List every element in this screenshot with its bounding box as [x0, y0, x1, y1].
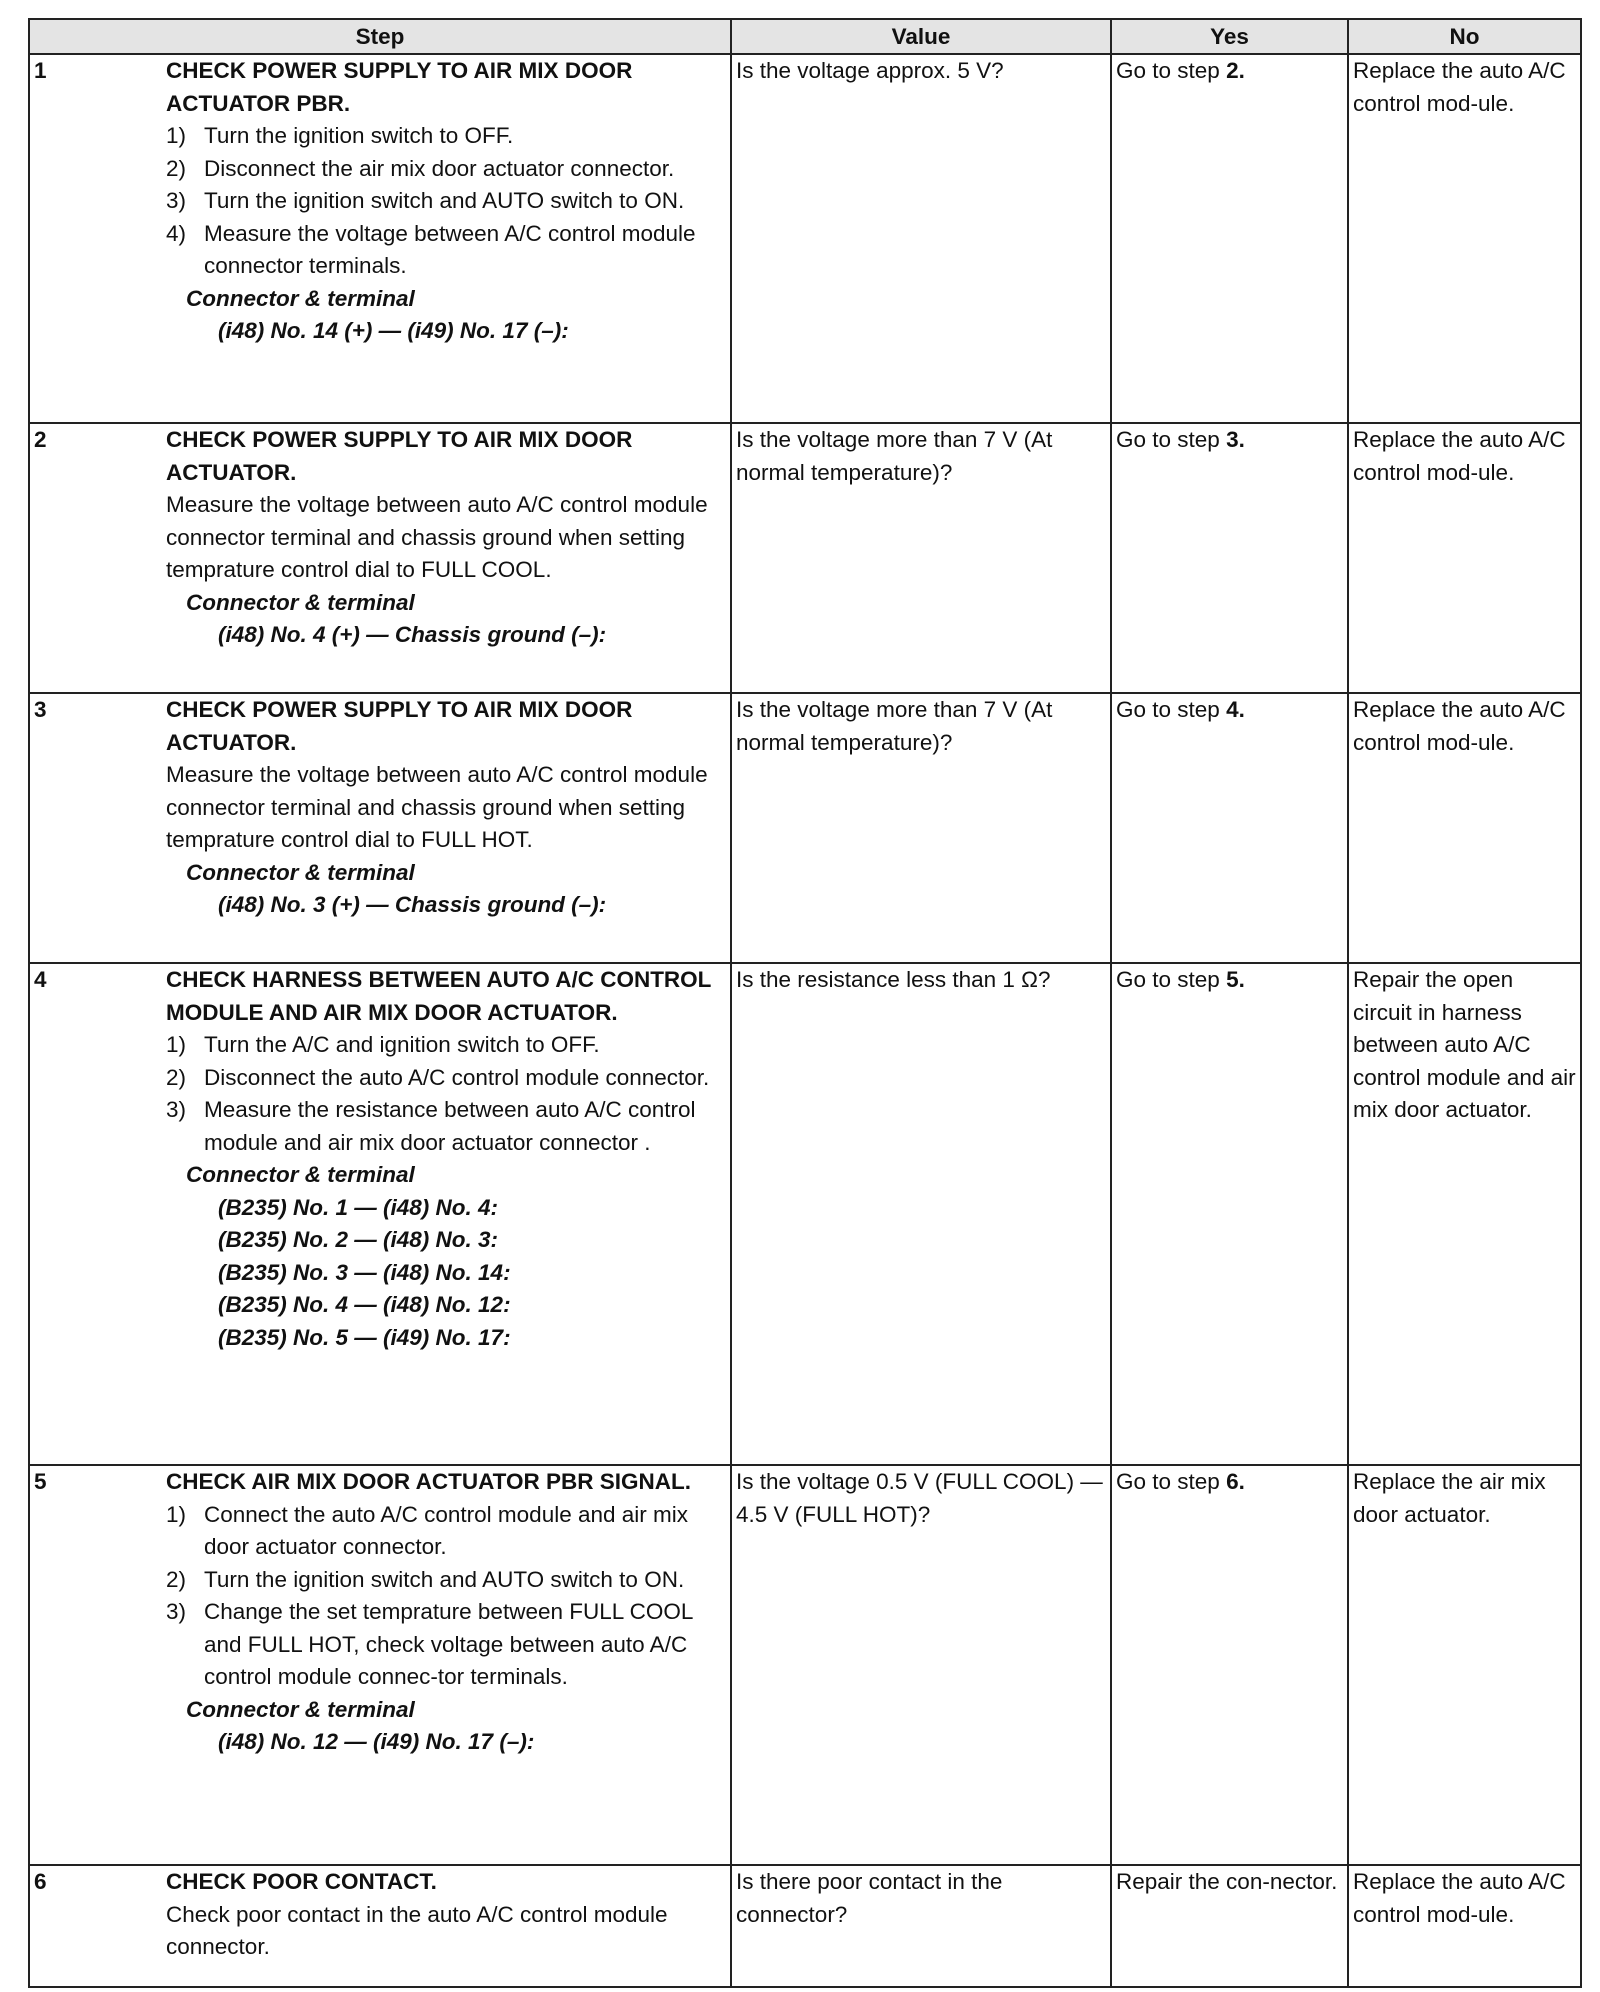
instruction-text: Turn the A/C and ignition switch to OFF. [204, 1032, 600, 1057]
step-body [166, 424, 726, 652]
diagnostic-table [28, 18, 1582, 1988]
step-instructions [166, 1499, 726, 1694]
header-row [29, 19, 1581, 54]
no-action: Replace the air mix door actuator. [1353, 1469, 1546, 1527]
instruction-item [166, 1564, 726, 1597]
connector-terminal-line: (B235) No. 1 — (i48) No. 4: [218, 1194, 499, 1220]
instruction-text: Connect the auto A/C control module and air mix door actuator connector. [204, 1501, 689, 1559]
connector-terminal-line: (i48) No. 4 (+) — Chassis ground (–): [218, 622, 607, 647]
step-number: 4 [34, 967, 47, 992]
value-cell [731, 1465, 1111, 1865]
connector-heading: Connector & terminal [186, 1696, 415, 1722]
step-wrap [34, 1466, 726, 1759]
yes-action: Go to step [1116, 427, 1227, 452]
table-row [29, 423, 1581, 693]
instruction-text: Turn the ignition switch and AUTO switch to ON. [204, 188, 685, 213]
step-cell [29, 693, 731, 963]
instruction-item [166, 1029, 726, 1062]
table-row [29, 54, 1581, 423]
value-question: Is the voltage more than 7 V (At normal temperature)? [736, 697, 1053, 755]
step-cell [29, 54, 731, 423]
instruction-item [166, 153, 726, 186]
connector-heading: Connector & terminal [186, 285, 415, 311]
step-body [166, 1466, 726, 1759]
header-step: Step [29, 19, 731, 54]
value-cell [731, 1865, 1111, 1987]
step-wrap [34, 964, 726, 1354]
yes-cell [1111, 423, 1348, 693]
instruction-text: Change the set temprature between FULL COOL and FULL HOT, check voltage between auto A/C control module connec-tor terminals. [204, 1599, 693, 1689]
value-question: Is the resistance less than 1 Ω? [736, 967, 1051, 992]
yes-cell [1111, 1865, 1348, 1987]
step-title: CHECK POWER SUPPLY TO AIR MIX DOOR ACTUATOR. [166, 427, 633, 485]
yes-cell [1111, 1465, 1348, 1865]
value-cell [731, 963, 1111, 1465]
yes-action: Go to step [1116, 1469, 1227, 1494]
step-body [166, 1866, 726, 1964]
instruction-text: Disconnect the auto A/C control module connector. [204, 1064, 710, 1090]
instruction-marker: 1) [166, 1032, 187, 1057]
instruction-item [166, 1094, 726, 1159]
value-question: Is the voltage more than 7 V (At normal temperature)? [736, 427, 1053, 485]
instruction-text: Measure the voltage between A/C control module connector terminals. [204, 220, 696, 278]
step-number: 6 [34, 1869, 47, 1894]
connector-heading: Connector & terminal [186, 1162, 415, 1187]
step-instructions [166, 120, 726, 283]
table-row [29, 1465, 1581, 1865]
yes-action: Go to step [1116, 58, 1227, 83]
step-cell [29, 963, 731, 1465]
instruction-item [166, 1596, 726, 1694]
step-number: 5 [34, 1469, 47, 1494]
step-number: 1 [34, 58, 47, 83]
instruction-text: Disconnect the air mix door actuator connector. [204, 155, 675, 181]
instruction-marker: 3) [166, 1599, 187, 1624]
instruction-item [166, 1062, 726, 1095]
step-description: Measure the voltage between auto A/C control module connector terminal and chassis ground when setting temprature control dial to FULL COOL. [166, 492, 708, 582]
instruction-text: Turn the ignition switch to OFF. [204, 123, 514, 148]
step-number: 2 [34, 427, 47, 452]
step-body [166, 964, 726, 1354]
connector-terminal-line: (i48) No. 14 (+) — (i49) No. 17 (–): [218, 318, 569, 343]
table-header [29, 19, 1581, 54]
step-number: 3 [34, 697, 47, 722]
yes-action: Go to step [1116, 697, 1227, 722]
table-row [29, 693, 1581, 963]
no-cell [1348, 54, 1581, 423]
connector-terminal-line: (B235) No. 5 — (i49) No. 17: [218, 1324, 511, 1350]
step-title: CHECK POOR CONTACT. [166, 1869, 437, 1894]
step-description: Measure the voltage between auto A/C control module connector terminal and chassis ground when setting temprature control dial to FULL HOT. [166, 762, 708, 852]
instruction-item [166, 120, 726, 153]
no-action: Replace the auto A/C control mod-ule. [1353, 1869, 1566, 1927]
instruction-marker: 3) [166, 1097, 187, 1122]
value-question: Is the voltage approx. 5 V? [736, 58, 1004, 83]
value-cell [731, 693, 1111, 963]
yes-step-ref: 4. [1226, 697, 1245, 722]
connector-heading: Connector & terminal [186, 589, 415, 615]
yes-action: Go to step [1116, 967, 1227, 992]
table-body [29, 54, 1581, 1987]
yes-step-ref: 3. [1226, 427, 1245, 452]
no-cell [1348, 963, 1581, 1465]
step-title: CHECK HARNESS BETWEEN AUTO A/C CONTROL MODULE AND AIR MIX DOOR ACTUATOR. [166, 967, 712, 1025]
value-cell [731, 423, 1111, 693]
header-value: Value [731, 19, 1111, 54]
value-question: Is there poor contact in the connector? [736, 1869, 1003, 1927]
step-wrap [34, 1866, 726, 1964]
yes-cell [1111, 693, 1348, 963]
header-yes: Yes [1111, 19, 1348, 54]
step-description: Check poor contact in the auto A/C control module connector. [166, 1901, 668, 1959]
step-title: CHECK POWER SUPPLY TO AIR MIX DOOR ACTUATOR. [166, 697, 633, 755]
step-wrap [34, 55, 726, 348]
connector-terminal-line: (i48) No. 12 — (i49) No. 17 (–): [218, 1729, 535, 1754]
value-question: Is the voltage 0.5 V (FULL COOL) — 4.5 V (FULL HOT)? [736, 1469, 1103, 1527]
instruction-marker: 1) [166, 1501, 187, 1527]
instruction-marker: 4) [166, 220, 187, 246]
instruction-marker: 3) [166, 188, 187, 213]
step-body [166, 55, 726, 348]
no-cell [1348, 423, 1581, 693]
step-body [166, 694, 726, 922]
instruction-marker: 1) [166, 123, 187, 148]
step-cell [29, 423, 731, 693]
instruction-item [166, 218, 726, 283]
instruction-text: Turn the ignition switch and AUTO switch to ON. [204, 1566, 685, 1592]
instruction-marker: 2) [166, 1566, 187, 1592]
connector-heading: Connector & terminal [186, 859, 415, 885]
step-wrap [34, 424, 726, 652]
step-wrap [34, 694, 726, 922]
step-cell [29, 1465, 731, 1865]
instruction-item [166, 1499, 726, 1564]
connector-terminal-line: (B235) No. 3 — (i48) No. 14: [218, 1259, 511, 1285]
table-row [29, 963, 1581, 1465]
no-cell [1348, 693, 1581, 963]
value-cell [731, 54, 1111, 423]
step-title: CHECK POWER SUPPLY TO AIR MIX DOOR ACTUATOR PBR. [166, 58, 633, 116]
yes-cell [1111, 54, 1348, 423]
no-action: Replace the auto A/C control mod-ule. [1353, 58, 1566, 116]
connector-terminal-line: (B235) No. 2 — (i48) No. 3: [218, 1227, 499, 1252]
instruction-marker: 2) [166, 1064, 187, 1090]
step-cell [29, 1865, 731, 1987]
connector-terminal-line: (B235) No. 4 — (i48) No. 12: [218, 1292, 511, 1317]
no-cell [1348, 1865, 1581, 1987]
table-row [29, 1865, 1581, 1987]
connector-terminal-line: (i48) No. 3 (+) — Chassis ground (–): [218, 892, 607, 917]
no-action: Replace the auto A/C control mod-ule. [1353, 427, 1566, 485]
yes-step-ref: 5. [1226, 967, 1245, 992]
step-title: CHECK AIR MIX DOOR ACTUATOR PBR SIGNAL. [166, 1469, 692, 1494]
yes-step-ref: 2. [1226, 58, 1245, 83]
instruction-marker: 2) [166, 155, 187, 181]
diagnosis-sheet [28, 18, 1580, 1988]
yes-cell [1111, 963, 1348, 1465]
no-action: Repair the open circuit in harness between auto A/C control module and air mix door actuator. [1353, 967, 1576, 1122]
instruction-text: Measure the resistance between auto A/C control module and air mix door actuator connector . [204, 1097, 696, 1155]
step-instructions [166, 1029, 726, 1159]
header-no: No [1348, 19, 1581, 54]
instruction-item [166, 185, 726, 218]
no-action: Replace the auto A/C control mod-ule. [1353, 697, 1566, 755]
yes-action: Repair the con-nector. [1116, 1869, 1338, 1894]
no-cell [1348, 1465, 1581, 1865]
yes-step-ref: 6. [1226, 1469, 1245, 1494]
